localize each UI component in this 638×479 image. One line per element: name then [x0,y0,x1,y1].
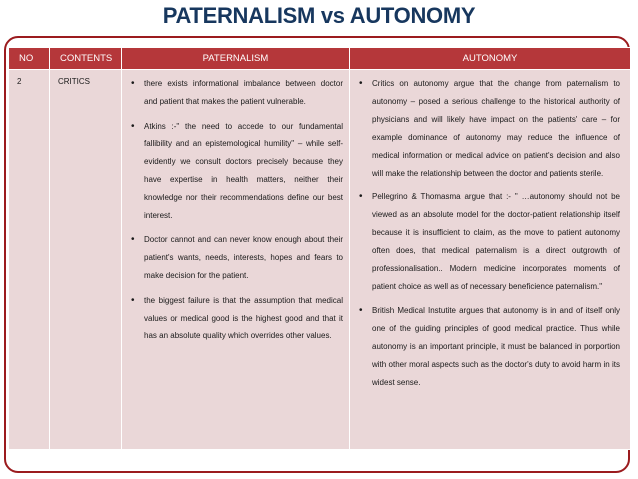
list-item: • there exists informational imbalance between doctor and patient that makes the patient vulnerable. [130,75,343,111]
list-item: • Doctor cannot and can never know enough about their patient's wants, needs, interests, hopes and fears to make decision for the patient. [130,231,343,284]
list-item: • British Medical Instutite argues that autonomy is in and of itself only one of the guiding principles of good medical practice. Thus while autonomy is an important principle, it must be balanced in porportion with other moral aspects such as the doctor's duty to avoid harm in its widest sense. [358,302,620,392]
cell-paternalism [122,70,350,450]
header-paternalism: PATERNALISM [122,48,350,70]
bullet-icon: • [359,191,363,203]
bullet-icon: • [131,294,135,306]
bullet-icon: • [131,78,135,89]
table-row [9,70,631,450]
list-item: • Pellegrino & Thomasma argue that :- " …autonomy should not be viewed as an absolute model for the doctor-patient relationship itself because it is insufficient to claim, as the move to patient autonomy often does, that medical paternalism is a direct outgrowth of professionalisation.. Modern medicine incorporates moments of patient choice as well as of necessary beneficience paternalism." [358,188,620,295]
slide-title: PATERNALISM vs AUTONOMY [162,3,476,28]
header-no: NO [9,48,50,70]
bullet-icon: • [131,234,135,246]
bullet-icon: • [359,304,363,316]
cell-contents [50,70,122,450]
list-item: • the biggest failure is that the assumption that medical values or medical good is the highest good and that it has an absolute quality which overrides other values. [130,292,343,345]
list-item: • Atkins :-" the need to accede to our fundamental fallibility and an epistemological humility" – while self-evidently we consult doctors precisely because they have expertise in health matters, neither their knowledge nor their recommendations define our best interest. [130,118,343,225]
comparison-table [8,47,631,450]
table-header-row [9,48,631,70]
bullet-icon: • [131,120,135,132]
header-contents: CONTENTS [50,48,122,70]
cell-autonomy [350,70,631,450]
bullet-icon: • [359,78,363,89]
header-autonomy: AUTONOMY [350,48,631,70]
list-item: • Critics on autonomy argue that the change from paternalism to autonomy – posed a serious challenge to the historical authority of physicians and will likely have impact on the patients' care – for example dominance of autonomy may reduce the influence of medical information or medical advice on patient's decision and also will make the relationship between the doctor and patients sterile. [358,75,620,182]
autonomy-list [358,75,620,391]
row-contents: CRITICS [58,77,90,86]
cell-no [9,70,50,450]
paternalism-list [130,75,343,345]
row-number: 2 [17,77,22,86]
